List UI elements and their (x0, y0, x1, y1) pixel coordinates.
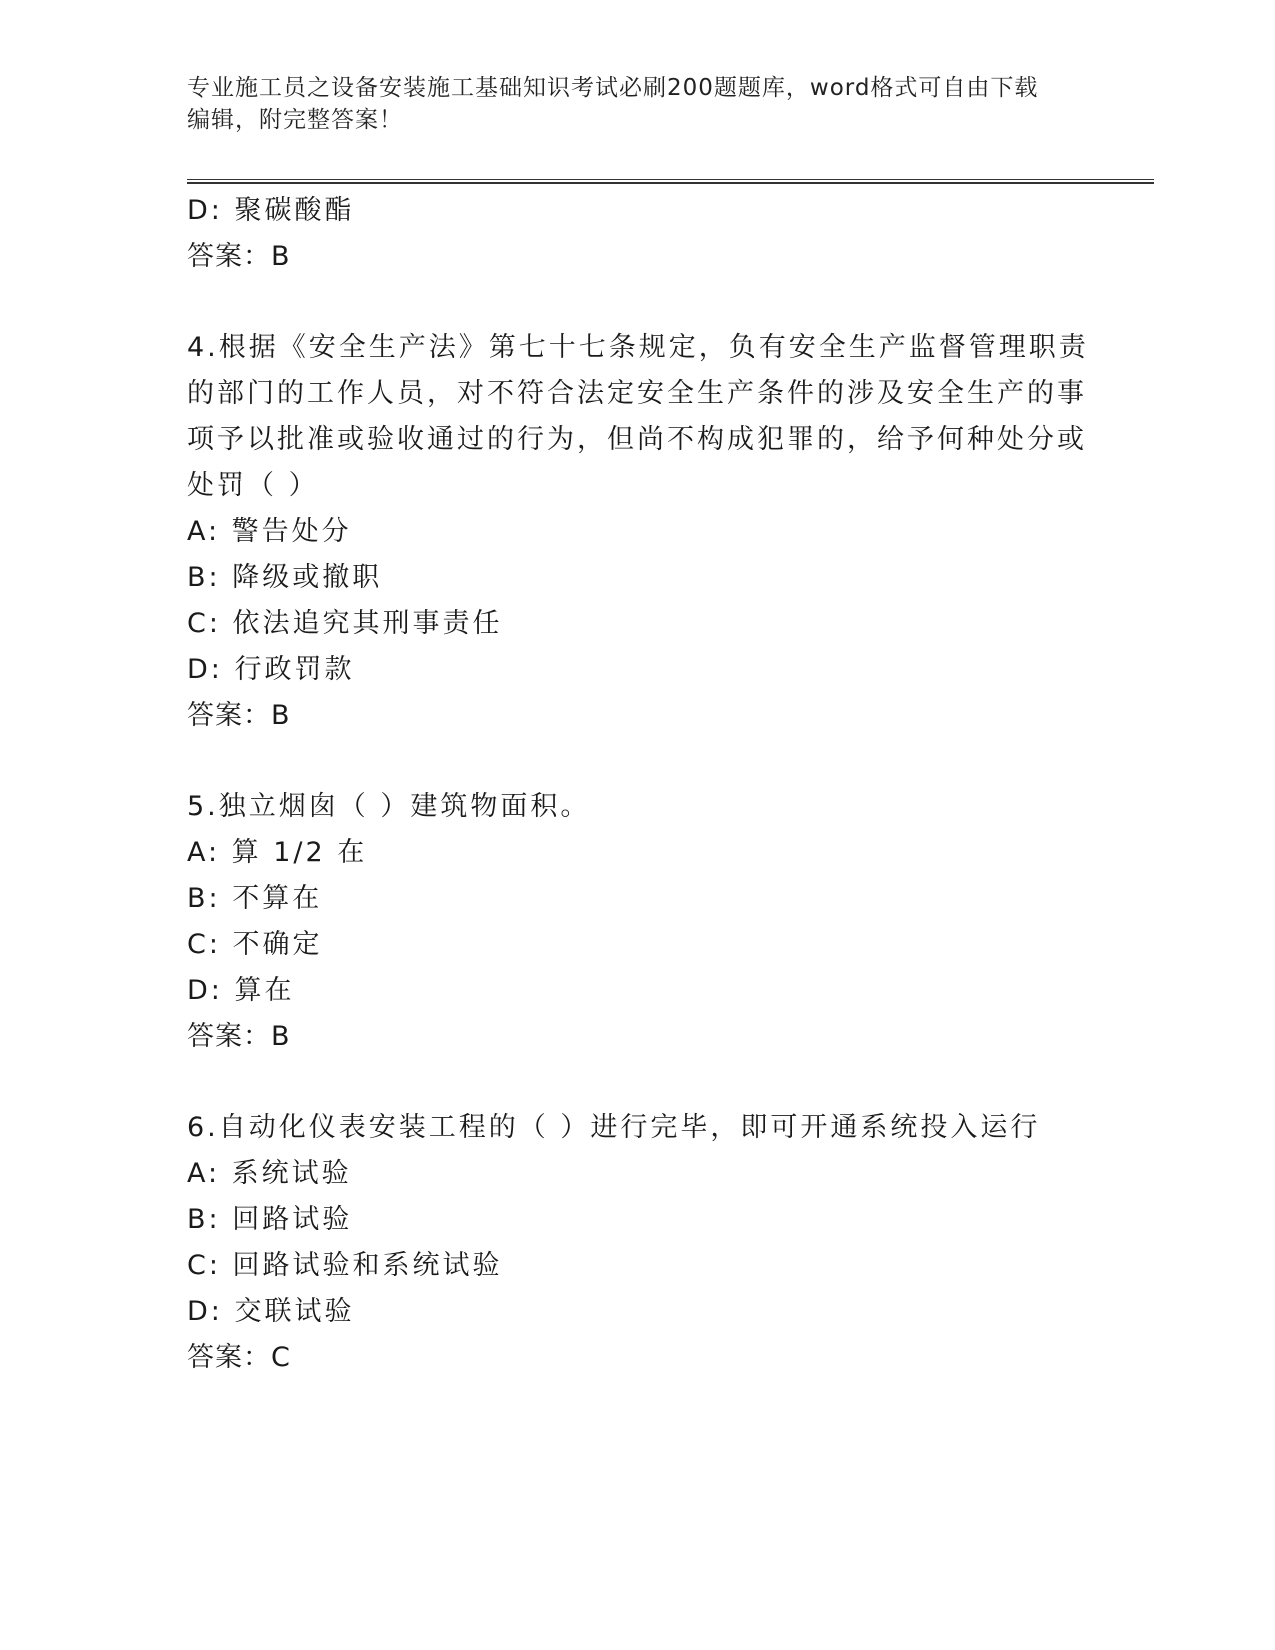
question-list (187, 188, 1087, 1381)
option-b: B: 回路试验 (187, 1204, 353, 1235)
question-line: 4.根据《安全生产法》第七十七条规定，负有安全生产监督管理职责 (187, 332, 1089, 363)
question-line: 6.自动化仪表安装工程的（ ）进行完毕，即可开通系统投入运行 (187, 1112, 1041, 1143)
header-title-line-1: 专业施工员之设备安装施工基础知识考试必刷200题题库，word格式可自由下载 (187, 75, 1039, 101)
option-d: D: 聚碳酸酯 (187, 195, 355, 226)
answer: 答案：B (187, 1021, 291, 1052)
header-divider (187, 179, 1154, 184)
option-a: A: 算 1/2 在 (187, 837, 368, 868)
question-4 (187, 325, 1087, 739)
answer: 答案：B (187, 241, 291, 272)
answer: 答案：C (187, 1342, 291, 1373)
option-d: D: 交联试验 (187, 1296, 355, 1327)
option-d: D: 算在 (187, 975, 295, 1006)
question-text (187, 784, 1087, 830)
header-title-line-2: 编辑，附完整答案！ (187, 107, 403, 133)
page-header (187, 72, 1067, 136)
option-a: A: 系统试验 (187, 1158, 352, 1189)
question-fragment (187, 188, 1087, 280)
option-d: D: 行政罚款 (187, 654, 355, 685)
question-5 (187, 784, 1087, 1060)
question-line: 项予以批准或验收通过的行为，但尚不构成犯罪的，给予何种处分或 (187, 424, 1087, 455)
question-text (187, 325, 1087, 509)
option-b: B: 降级或撤职 (187, 562, 383, 593)
question-line: 5.独立烟囱（ ）建筑物面积。 (187, 791, 591, 822)
option-b: B: 不算在 (187, 883, 323, 914)
question-text (187, 1105, 1087, 1151)
question-line: 的部门的工作人员，对不符合法定安全生产条件的涉及安全生产的事 (187, 378, 1087, 409)
question-line: 处罚（ ） (187, 470, 319, 501)
question-6 (187, 1105, 1087, 1381)
option-a: A: 警告处分 (187, 516, 352, 547)
option-c: C: 回路试验和系统试验 (187, 1250, 503, 1281)
answer: 答案：B (187, 700, 291, 731)
option-c: C: 不确定 (187, 929, 323, 960)
option-c: C: 依法追究其刑事责任 (187, 608, 503, 639)
